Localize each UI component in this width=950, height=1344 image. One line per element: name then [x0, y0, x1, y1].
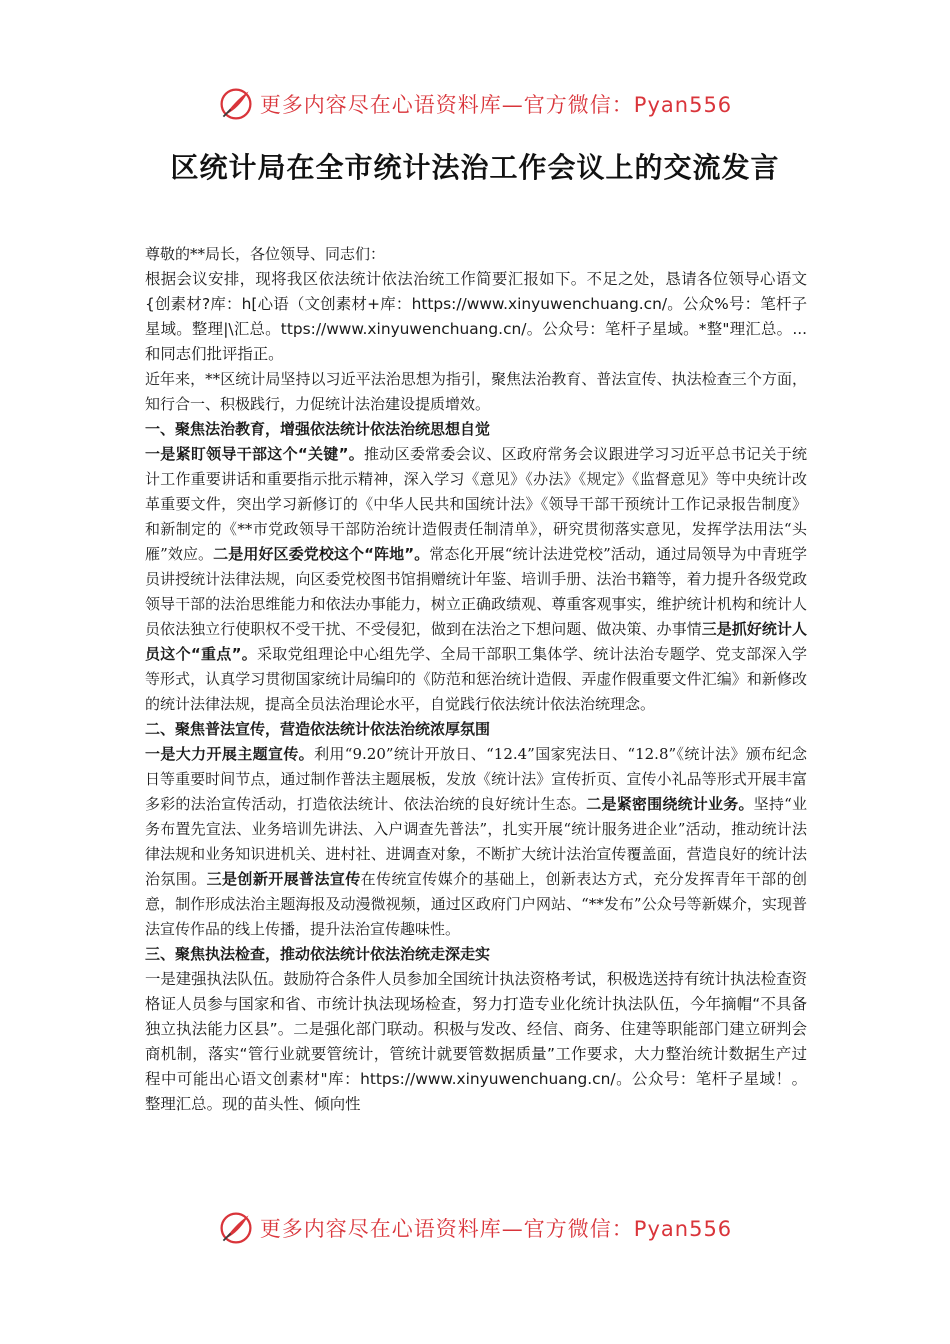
- section-2-paragraph: [145, 742, 807, 942]
- section-2-point-2-lead: 二是紧密围绕统计业务。: [586, 795, 754, 813]
- section-1-heading: 一、聚焦法治教育，增强依法统计依法治统思想自觉: [145, 420, 491, 438]
- header-banner: [0, 84, 950, 124]
- overview-paragraph: 近年来，**区统计局坚持以习近平法治思想为指引，聚焦法治教育、普法宣传、执法检查三个方面，知行合一、积极践行，力促统计法治建设提质增效。: [145, 370, 807, 413]
- banner-text: 更多内容尽在心语资料库—官方微信：Pyan556: [259, 1217, 733, 1241]
- section-1-point-3-text: 采取党组理论中心组先学、全局干部职工集体学、统计法治专题学、党支部深入学等形式，认真学习贯彻国家统计局编印的《防范和惩治统计造假、弄虚作假重要文件汇编》和新修改的统计法律法规，提高全员法治理论水平，自觉践行依法统计依法治统理念。: [145, 645, 807, 713]
- section-2-point-3-text: 在传统宣传媒介的基础上，创新表达方式，充分发挥青年干部的创意，制作形成法治主题海报及动漫微视频，通过区政府门户网站、“**发布”公众号等新媒介，实现普法宣传作品的线上传播，提升法治宣传趣味性。: [145, 870, 807, 938]
- section-3-heading: 三、聚焦执法检查，推动依法统计依法治统走深走实: [145, 945, 491, 963]
- section-1-point-2-lead: 二是用好区委党校这个“阵地”。: [213, 545, 430, 563]
- salutation: 尊敬的**局长，各位领导、同志们：: [145, 245, 386, 263]
- section-2-point-2-text: 坚持“业务布置先宣法、业务培训先讲法、入户调查先普法”，扎实开展“统计服务进企业”活动，推动统计法律法规和业务知识进机关、进村社、进调查对象，不断扩大统计法治宣传覆盖面，营造良好的统计法治氛围。: [145, 795, 807, 888]
- footer-banner: [0, 1208, 950, 1248]
- page-title: 区统计局在全市统计法治工作会议上的交流发言: [170, 151, 780, 184]
- document-body: [145, 242, 807, 1117]
- section-2-point-1-lead: 一是大力开展主题宣传。: [145, 745, 315, 763]
- section-1-point-3-lead: 三是抓好统计人员这个“重点”。: [145, 620, 807, 663]
- section-3-paragraph: 一是建强执法队伍。鼓励符合条件人员参加全国统计执法资格考试，积极选送持有统计执法检查资格证人员参与国家和省、市统计执法现场检查，努力打造专业化统计执法队伍，今年摘帽“不具备独立执法能力区县”。二是强化部门联动。积极与发改、经信、商务、住建等职能部门建立研判会商机制，落实“管行业就要管统计，管统计就要管数据质量”工作要求，大力整治统计数据生产过程中可能出心语文创素材"库：https://www.xinyuwenchuang.cn/。公众号：笔杆子星域！。整理汇总。现的苗头性、倾向性: [145, 970, 807, 1113]
- leaf-quill-logo-icon: [218, 1210, 254, 1246]
- intro-paragraph: 根据会议安排，现将我区依法统计依法治统工作简要汇报如下。不足之处，恳请各位领导心语文{创素材?库：h[心语（文创素材+库：https://www.xinyuwenchuang.cn/。公众%号：笔杆子星域。整理|\汇总。ttps://www.xinyuwenchuang.cn/。公众号：笔杆子星域。*整"理汇总。...和同志们批评指正。: [145, 270, 807, 363]
- section-2-point-1-text: 利用“9.20”统计开放日、“12.4”国家宪法日、“12.8”《统计法》颁布纪念日等重要时间节点，通过制作普法主题展板，发放《统计法》宣传折页、宣传小礼品等形式开展丰富多彩的法治宣传活动，打造依法统计、依法治统的良好统计生态。: [145, 745, 807, 813]
- section-1-point-1-text: 推动区委常委会议、区政府常务会议跟进学习习近平总书记关于统计工作重要讲话和重要指示批示精神，深入学习《意见》《办法》《规定》《监督意见》等中央统计改革重要文件，突出学习新修订的《中华人民共和国统计法》《领导干部干预统计工作记录报告制度》和新制定的《**市党政领导干部防治统计造假责任制清单》，研究贯彻落实意见，发挥学法用法“头雁”效应。: [145, 445, 807, 563]
- section-1-point-2-text: 常态化开展“统计法进党校”活动，通过局领导为中青班学员讲授统计法律法规，向区委党校图书馆捐赠统计年鉴、培训手册、法治书籍等，着力提升各级党政领导干部的法治思维能力和依法办事能力，树立正确政绩观、尊重客观事实，维护统计机构和统计人员依法独立行使职权不受干扰、不受侵犯，做到在法治之下想问题、做决策、办事情: [145, 545, 808, 638]
- banner-text: 更多内容尽在心语资料库—官方微信：Pyan556: [259, 93, 733, 117]
- section-2-point-3-lead: 三是创新开展普法宣传: [206, 870, 361, 888]
- section-1-paragraph: [145, 442, 807, 717]
- leaf-quill-logo-icon: [218, 86, 254, 122]
- section-2-heading: 二、聚焦普法宣传，营造依法统计依法治统浓厚氛围: [145, 720, 491, 738]
- section-1-point-1-lead: 一是紧盯领导干部这个“关键”。: [145, 445, 364, 463]
